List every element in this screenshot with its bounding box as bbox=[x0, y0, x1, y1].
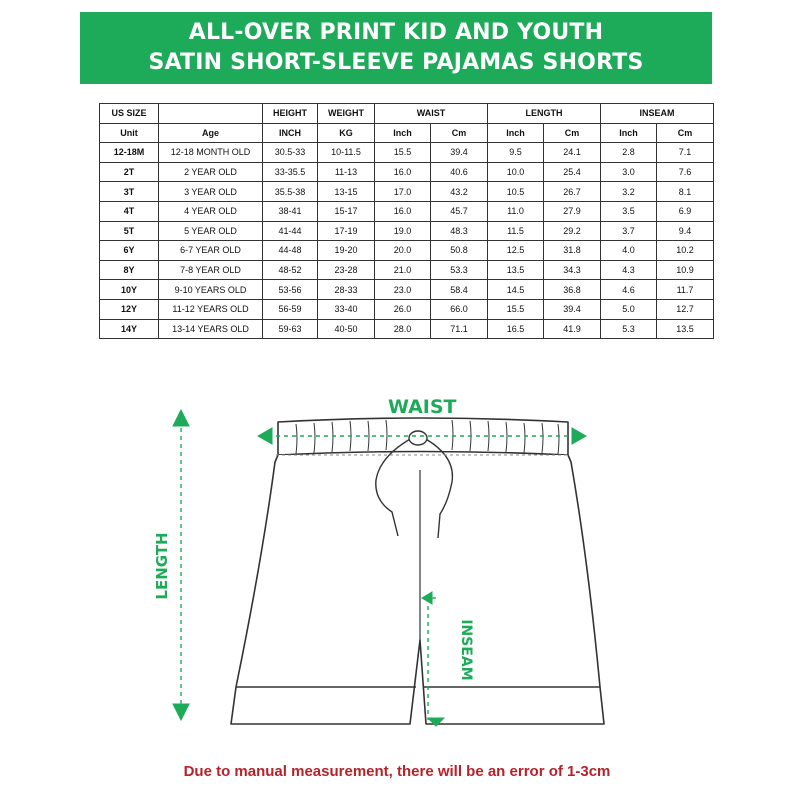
table-cell: 4 YEAR OLD bbox=[159, 201, 263, 221]
size-cell: 4T bbox=[100, 201, 159, 221]
table-cell: 53.3 bbox=[431, 260, 488, 280]
table-cell: 50.8 bbox=[431, 241, 488, 261]
size-cell: 3T bbox=[100, 182, 159, 202]
table-cell: 12.7 bbox=[657, 299, 714, 319]
header-cell: Unit bbox=[100, 123, 159, 143]
table-cell: 3.5 bbox=[601, 201, 657, 221]
header-cell: INCH bbox=[263, 123, 318, 143]
table-row bbox=[100, 260, 714, 280]
table-cell: 25.4 bbox=[544, 162, 601, 182]
table-cell: 14.5 bbox=[488, 280, 544, 300]
table-cell: 39.4 bbox=[431, 143, 488, 163]
table-cell: 41.9 bbox=[544, 319, 601, 339]
table-cell: 71.1 bbox=[431, 319, 488, 339]
table-cell: 16.0 bbox=[375, 201, 431, 221]
title-line-1: ALL-OVER PRINT KID AND YOUTH bbox=[188, 20, 604, 45]
table-row bbox=[100, 143, 714, 163]
table-cell: 23.0 bbox=[375, 280, 431, 300]
table-cell: 5.0 bbox=[601, 299, 657, 319]
table-cell: 6.9 bbox=[657, 201, 714, 221]
measurement-note: Due to manual measurement, there will be an error of 1-3cm bbox=[183, 763, 611, 780]
length-arrow bbox=[173, 410, 189, 720]
size-chart-table bbox=[99, 103, 714, 339]
header-cell: US SIZE bbox=[100, 104, 159, 124]
table-cell: 21.0 bbox=[375, 260, 431, 280]
table-row bbox=[100, 241, 714, 261]
table-cell: 12.5 bbox=[488, 241, 544, 261]
table-cell: 29.2 bbox=[544, 221, 601, 241]
table-cell: 48-52 bbox=[263, 260, 318, 280]
table-cell: 45.7 bbox=[431, 201, 488, 221]
table-cell: 19.0 bbox=[375, 221, 431, 241]
table-row bbox=[100, 319, 714, 339]
size-cell: 6Y bbox=[100, 241, 159, 261]
table-cell: 5 YEAR OLD bbox=[159, 221, 263, 241]
table-cell: 7.1 bbox=[657, 143, 714, 163]
table-cell: 28.0 bbox=[375, 319, 431, 339]
table-header-row-2 bbox=[100, 123, 714, 143]
table-cell: 11-12 YEARS OLD bbox=[159, 299, 263, 319]
table-cell: 48.3 bbox=[431, 221, 488, 241]
table-cell: 13-14 YEARS OLD bbox=[159, 319, 263, 339]
header-cell: Age bbox=[159, 123, 263, 143]
header-cell: HEIGHT bbox=[263, 104, 318, 124]
header-cell: Inch bbox=[375, 123, 431, 143]
table-cell: 10-11.5 bbox=[318, 143, 375, 163]
table-cell: 15.5 bbox=[375, 143, 431, 163]
table-cell: 34.3 bbox=[544, 260, 601, 280]
table-cell: 24.1 bbox=[544, 143, 601, 163]
table-cell: 40.6 bbox=[431, 162, 488, 182]
size-cell: 5T bbox=[100, 221, 159, 241]
table-cell: 26.7 bbox=[544, 182, 601, 202]
table-cell: 9.5 bbox=[488, 143, 544, 163]
table-cell: 31.8 bbox=[544, 241, 601, 261]
table-cell: 35.5-38 bbox=[263, 182, 318, 202]
table-cell: 16.5 bbox=[488, 319, 544, 339]
table-cell: 39.4 bbox=[544, 299, 601, 319]
table-cell: 9.4 bbox=[657, 221, 714, 241]
table-cell: 23-28 bbox=[318, 260, 375, 280]
table-cell: 15.5 bbox=[488, 299, 544, 319]
table-cell: 33-35.5 bbox=[263, 162, 318, 182]
table-cell: 11.7 bbox=[657, 280, 714, 300]
table-cell: 11.5 bbox=[488, 221, 544, 241]
table-cell: 13.5 bbox=[657, 319, 714, 339]
table-cell: 58.4 bbox=[431, 280, 488, 300]
inseam-label: INSEAM bbox=[458, 619, 474, 681]
table-cell: 2.8 bbox=[601, 143, 657, 163]
table-header-row-1 bbox=[100, 104, 714, 124]
size-cell: 8Y bbox=[100, 260, 159, 280]
header-cell bbox=[159, 104, 263, 124]
table-cell: 66.0 bbox=[431, 299, 488, 319]
table-cell: 38-41 bbox=[263, 201, 318, 221]
table-cell: 9-10 YEARS OLD bbox=[159, 280, 263, 300]
size-cell: 14Y bbox=[100, 319, 159, 339]
table-cell: 53-56 bbox=[263, 280, 318, 300]
table-cell: 10.0 bbox=[488, 162, 544, 182]
length-label: LENGTH bbox=[153, 532, 171, 600]
header-cell: Cm bbox=[544, 123, 601, 143]
header-cell: Inch bbox=[601, 123, 657, 143]
table-cell: 3 YEAR OLD bbox=[159, 182, 263, 202]
table-cell: 12-18 MONTH OLD bbox=[159, 143, 263, 163]
table-cell: 3.7 bbox=[601, 221, 657, 241]
table-row bbox=[100, 221, 714, 241]
table-row bbox=[100, 162, 714, 182]
table-cell: 17.0 bbox=[375, 182, 431, 202]
table-cell: 3.2 bbox=[601, 182, 657, 202]
table-cell: 56-59 bbox=[263, 299, 318, 319]
table-cell: 11.0 bbox=[488, 201, 544, 221]
header-cell: WAIST bbox=[375, 104, 488, 124]
table-cell: 36.8 bbox=[544, 280, 601, 300]
header-cell: Cm bbox=[657, 123, 714, 143]
table-cell: 10.5 bbox=[488, 182, 544, 202]
header-cell: Cm bbox=[431, 123, 488, 143]
table-cell: 59-63 bbox=[263, 319, 318, 339]
table-cell: 7.6 bbox=[657, 162, 714, 182]
table-cell: 6-7 YEAR OLD bbox=[159, 241, 263, 261]
table-cell: 43.2 bbox=[431, 182, 488, 202]
table-cell: 41-44 bbox=[263, 221, 318, 241]
table-cell: 10.9 bbox=[657, 260, 714, 280]
size-cell: 2T bbox=[100, 162, 159, 182]
table-cell: 15-17 bbox=[318, 201, 375, 221]
table-cell: 19-20 bbox=[318, 241, 375, 261]
shorts-illustration bbox=[231, 418, 604, 724]
waist-label: WAIST bbox=[388, 396, 457, 418]
table-row bbox=[100, 182, 714, 202]
table-cell: 3.0 bbox=[601, 162, 657, 182]
table-cell: 16.0 bbox=[375, 162, 431, 182]
table-cell: 26.0 bbox=[375, 299, 431, 319]
table-cell: 13.5 bbox=[488, 260, 544, 280]
table-cell: 17-19 bbox=[318, 221, 375, 241]
table-row bbox=[100, 280, 714, 300]
table-cell: 27.9 bbox=[544, 201, 601, 221]
title-banner bbox=[80, 12, 712, 84]
size-cell: 12Y bbox=[100, 299, 159, 319]
table-cell: 5.3 bbox=[601, 319, 657, 339]
table-cell: 33-40 bbox=[318, 299, 375, 319]
table-cell: 40-50 bbox=[318, 319, 375, 339]
header-cell: WEIGHT bbox=[318, 104, 375, 124]
table-row bbox=[100, 299, 714, 319]
table-cell: 2 YEAR OLD bbox=[159, 162, 263, 182]
header-cell: KG bbox=[318, 123, 375, 143]
title-line-2: SATIN SHORT-SLEEVE PAJAMAS SHORTS bbox=[148, 50, 644, 75]
header-cell: INSEAM bbox=[601, 104, 714, 124]
table-cell: 44-48 bbox=[263, 241, 318, 261]
table-cell: 4.6 bbox=[601, 280, 657, 300]
table-row bbox=[100, 201, 714, 221]
table-cell: 10.2 bbox=[657, 241, 714, 261]
size-cell: 10Y bbox=[100, 280, 159, 300]
table-cell: 4.3 bbox=[601, 260, 657, 280]
table-cell: 20.0 bbox=[375, 241, 431, 261]
size-cell: 12-18M bbox=[100, 143, 159, 163]
header-cell: LENGTH bbox=[488, 104, 601, 124]
table-cell: 4.0 bbox=[601, 241, 657, 261]
table-cell: 8.1 bbox=[657, 182, 714, 202]
table-cell: 11-13 bbox=[318, 162, 375, 182]
table-cell: 7-8 YEAR OLD bbox=[159, 260, 263, 280]
header-cell: Inch bbox=[488, 123, 544, 143]
table-cell: 28-33 bbox=[318, 280, 375, 300]
shorts-diagram bbox=[0, 380, 794, 750]
table-cell: 30.5-33 bbox=[263, 143, 318, 163]
table-cell: 13-15 bbox=[318, 182, 375, 202]
